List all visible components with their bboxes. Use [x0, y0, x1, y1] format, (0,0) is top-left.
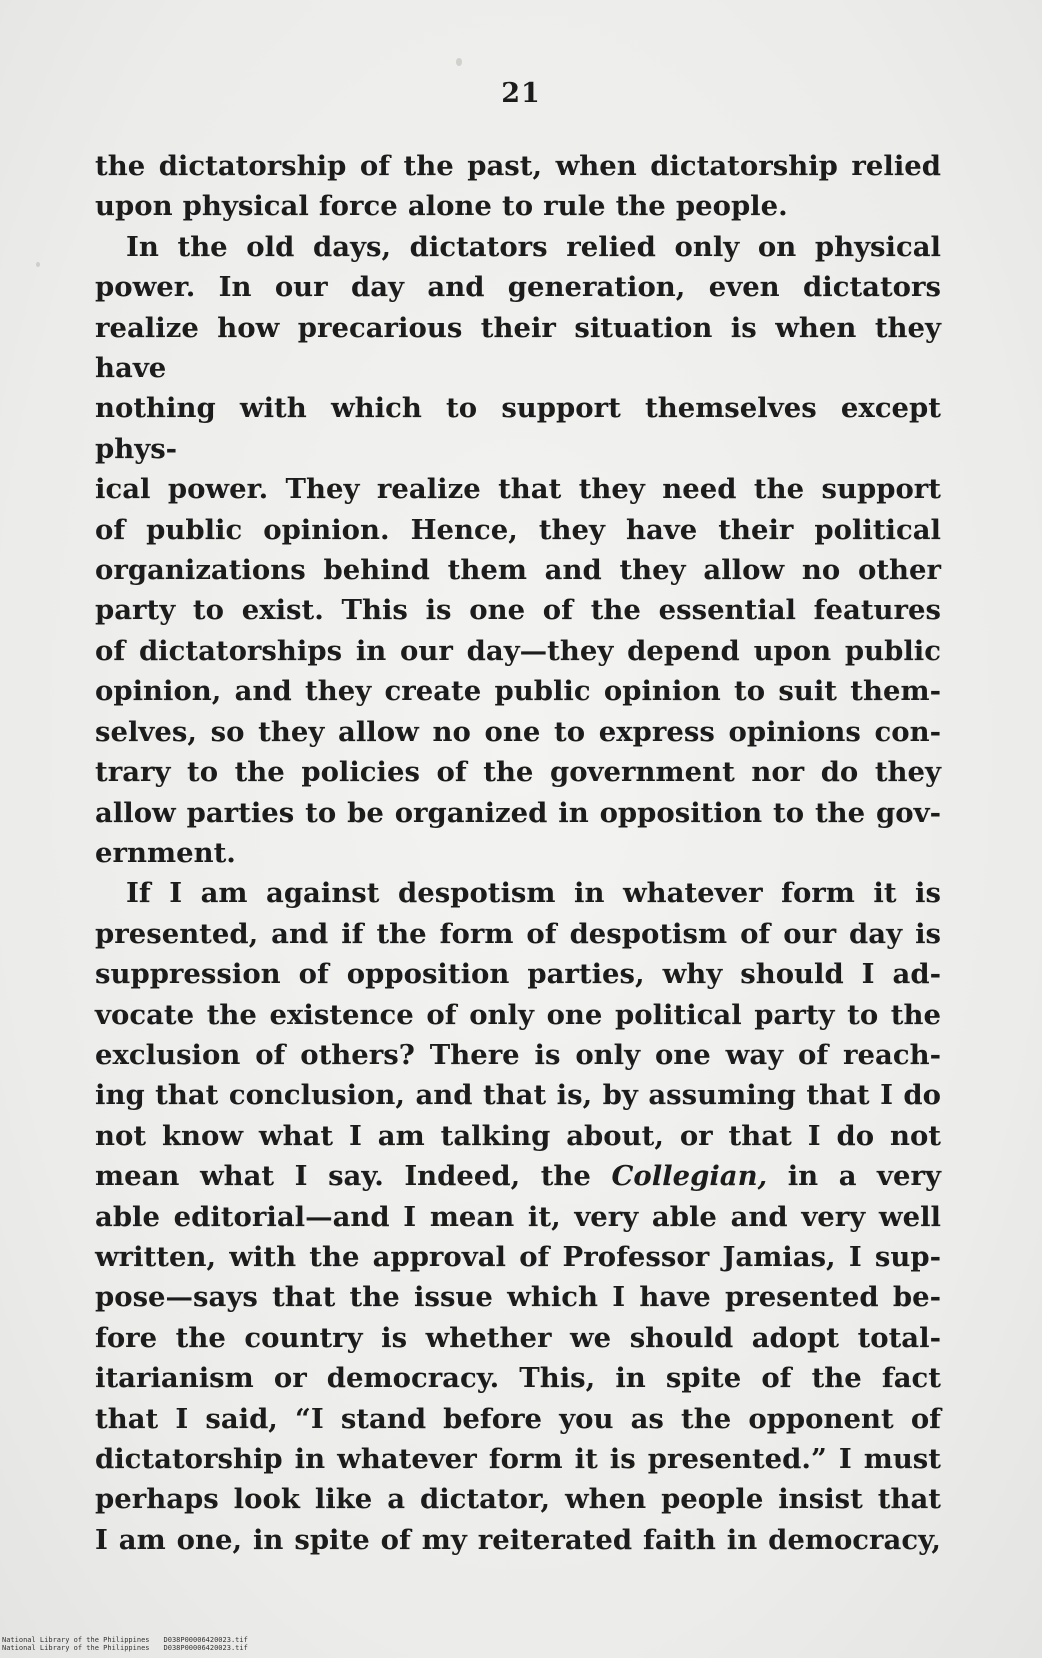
paragraph-1: [95, 146, 941, 227]
text-line: of dictatorships in our day—they depend upon public: [95, 634, 941, 667]
text-line: ing that conclusion, and that is, by assuming that I do: [95, 1079, 941, 1112]
text-line: opinion, and they create public opinion to suit them-: [95, 675, 941, 708]
text-line: perhaps look like a dictator, when people insist that: [95, 1483, 941, 1516]
text-line: ical power. They realize that they need the support: [95, 473, 941, 506]
scan-speck: [456, 58, 462, 66]
text-line: presented, and if the form of despotism of our day is: [95, 917, 941, 950]
text-line: party to exist. This is one of the essential features: [95, 594, 941, 627]
footer-line-1: [0, 1636, 1042, 1644]
text-line: dictatorship in whatever form it is presented.” I must: [95, 1443, 941, 1475]
text-line: of public opinion. Hence, they have their political: [95, 513, 941, 546]
page-number: 21: [501, 78, 541, 109]
footer-source: National Library of the Philippines: [2, 1636, 150, 1644]
text-line: realize how precarious their situation is when they have: [95, 311, 941, 385]
paragraph-3: [95, 873, 941, 1560]
text-line: trary to the policies of the government nor do they: [95, 756, 941, 789]
text-line: the dictatorship of the past, when dictatorship relied: [95, 150, 941, 182]
text-line: allow parties to be organized in opposition to the gov-: [95, 796, 941, 829]
text-line: upon physical force alone to rule the people.: [95, 190, 788, 223]
text-line: itarianism or democracy. This, in spite of the fact: [95, 1362, 941, 1395]
footer-line-2: [0, 1644, 1042, 1652]
text-line: pose—says that the issue which I have presented be-: [95, 1281, 941, 1314]
text-line: vocate the existence of only one political party to the: [95, 998, 941, 1031]
text-line-with-italic: [95, 1156, 941, 1196]
footer-source: National Library of the Philippines: [2, 1644, 150, 1652]
text-line: In the old days, dictators relied only on physical: [126, 230, 941, 263]
body-text: [95, 146, 941, 1560]
footer-file: D038P00006420023.tif: [163, 1644, 248, 1652]
text-line: able editorial—and I mean it, very able and very well: [95, 1200, 941, 1233]
text-line: nothing with which to support themselves except phys-: [95, 392, 941, 465]
text-line: If I am against despotism in whatever form it is: [126, 877, 941, 910]
text-line: fore the country is whether we should adopt total-: [95, 1321, 941, 1354]
line-end: in a very: [767, 1160, 941, 1193]
paragraph-2: [95, 227, 941, 874]
text-line: exclusion of others? There is only one way of reach-: [95, 1038, 941, 1071]
footer-file: D038P00006420023.tif: [163, 1636, 248, 1644]
text-line: that I said, “I stand before you as the opponent of: [95, 1402, 941, 1435]
text-line: power. In our day and generation, even dictators: [95, 271, 941, 304]
line-start: mean what I say. Indeed, the: [95, 1160, 591, 1193]
text-line: written, with the approval of Professor Jamias, I sup-: [95, 1240, 941, 1273]
text-line: I am one, in spite of my reiterated faith in democracy,: [95, 1523, 941, 1556]
text-line: not know what I am talking about, or that I do not: [95, 1119, 941, 1152]
text-line: selves, so they allow no one to express opinions con-: [95, 715, 941, 748]
text-line: organizations behind them and they allow no other: [95, 554, 941, 587]
scan-footer: [0, 1636, 1042, 1658]
scan-speck: [36, 262, 40, 267]
text-line: ernment.: [95, 836, 236, 869]
text-line: suppression of opposition parties, why should I ad-: [95, 958, 941, 991]
publication-title: Collegian,: [611, 1160, 768, 1193]
